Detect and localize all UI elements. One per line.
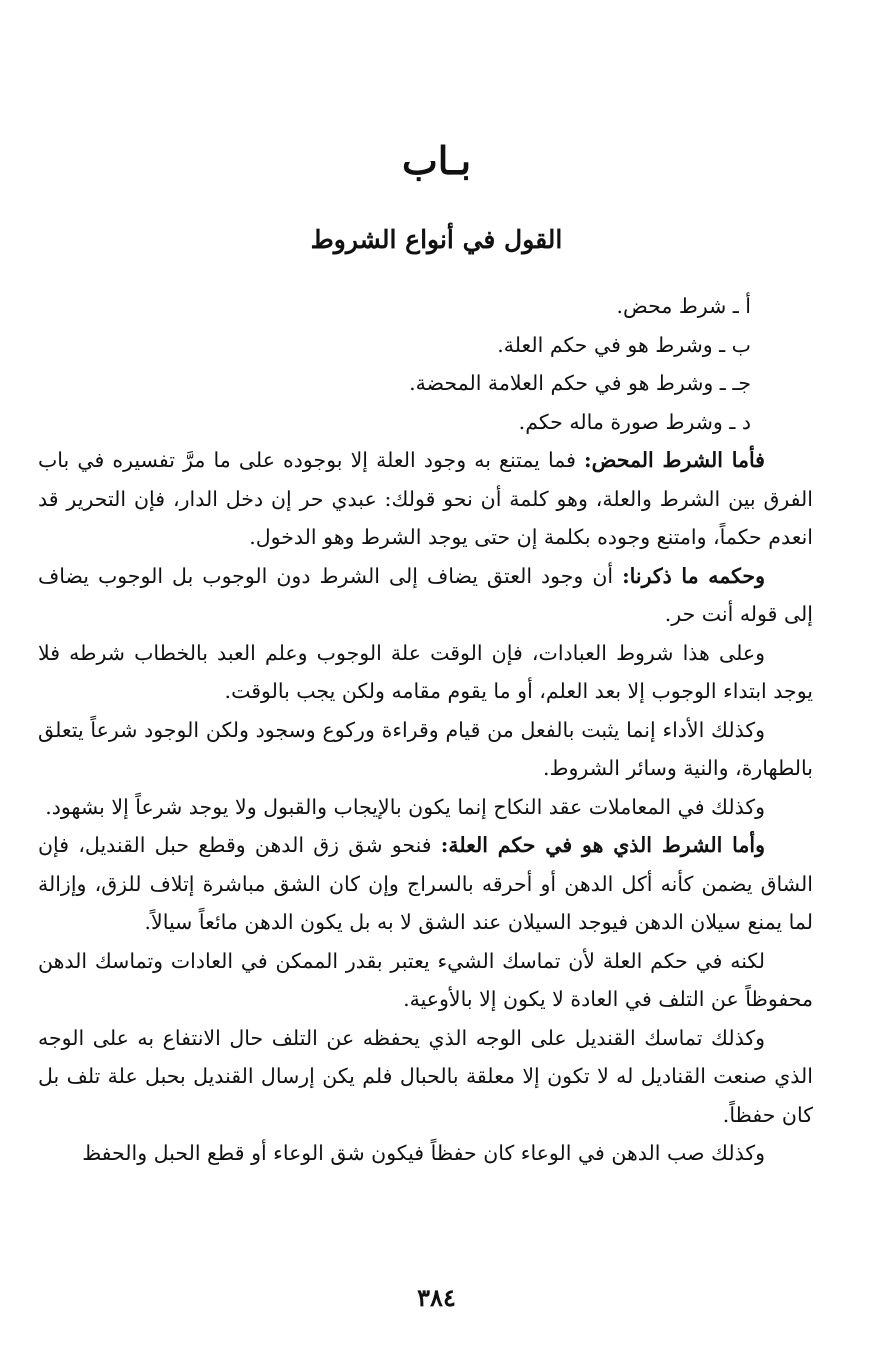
paragraph-condition-as-cause <box>38 826 813 942</box>
paragraph-performance <box>38 711 813 788</box>
page-number: ٣٨٤ <box>417 1283 456 1312</box>
paragraph-text: وعلى هذا شروط العبادات، فإن الوقت علة الوجوب وعلم العبد بالخطاب شرطه فلا يوجد ابتداء الوجوب إلا بعد العلم، أو ما يقوم مقامه ولكن يجب بالوقت. <box>38 640 813 703</box>
paragraph-lead: وحكمه ما ذكرنا: <box>622 563 765 588</box>
paragraph-transactions <box>38 788 813 827</box>
paragraph-text: وكذلك صب الدهن في الوعاء كان حفظاً فيكون شق الوعاء أو قطع الحبل والحفظ <box>82 1141 765 1165</box>
paragraph-text: فما يمتنع به وجود العلة إلا بوجوده على ما مرَّ تفسيره في باب الفرق بين الشرط والعلة، وهو كلمة أن نحو قولك: عبدي حر إن دخل الدار، فإن التحرير قد انعدم حكماً، وامتنع وجوده بكلمة إن حتى يوجد الشرط وهو الدخول. <box>38 448 813 549</box>
chapter-heading: بـاب <box>401 138 472 183</box>
paragraph-text: أن وجود العتق يضاف إلى الشرط دون الوجوب بل الوجوب يضاف إلى قوله أنت حر. <box>38 563 813 626</box>
paragraph-lamp <box>38 1019 813 1135</box>
paragraph-cohesion <box>38 942 813 1019</box>
paragraph-text: فنحو شق زق الدهن وقطع حبل القنديل، فإن الشاق يضمن كأنه أكل الدهن أو أحرقه بالسراج وإن كان الشق مباشرة إتلاف للزق، وإزالة لما يمنع سيلان الدهن فيوجد السيلان عند الشق لا به بل يكون الدهن مائعاً سيالاً. <box>38 833 813 934</box>
paragraph-pouring-oil <box>38 1134 813 1173</box>
paragraph-pure-condition <box>38 441 813 557</box>
paragraph-its-ruling <box>38 557 813 634</box>
list-item-d: د ـ وشرط صورة ماله حكم. <box>518 409 751 434</box>
paragraph-lead: وأما الشرط الذي هو في حكم العلة: <box>440 833 765 857</box>
paragraph-text: لكنه في حكم العلة لأن تماسك الشيء يعتبر بقدر الممكن في العادات وتماسك الدهن محفوظاً عن التلف في العادة لا يكون إلا بالأوعية. <box>38 948 813 1011</box>
list-item-c: جـ ـ وشرط هو في حكم العلامة المحضة. <box>409 371 751 395</box>
list-item-a: أ ـ شرط محض. <box>616 294 751 318</box>
paragraph-text: وكذلك تماسك القنديل على الوجه الذي يحفظه عن التلف حال الانتفاع به على الوجه الذي صنعت القناديل له لا تكون إلا معلقة بالحبال فلم يكن إرسال القنديل بحبل علة تلف بل كان حفظاً. <box>38 1025 813 1127</box>
list-item-b: ب ـ وشرط هو في حكم العلة. <box>497 332 751 357</box>
paragraph-lead: فأما الشرط المحض: <box>584 448 765 472</box>
paragraph-text: وكذلك الأداء إنما يثبت بالفعل من قيام وقراءة وركوع وسجود ولكن الوجود شرعاً يتعلق بالطهارة، والنية وسائر الشروط. <box>38 717 813 780</box>
body-text <box>38 287 813 1173</box>
section-subtitle: القول في أنواع الشروط <box>310 225 563 254</box>
paragraph-worship-conditions <box>38 634 813 711</box>
paragraph-text: وكذلك في المعاملات عقد النكاح إنما يكون بالإيجاب والقبول ولا يوجد شرعاً إلا بشهود. <box>45 794 765 819</box>
